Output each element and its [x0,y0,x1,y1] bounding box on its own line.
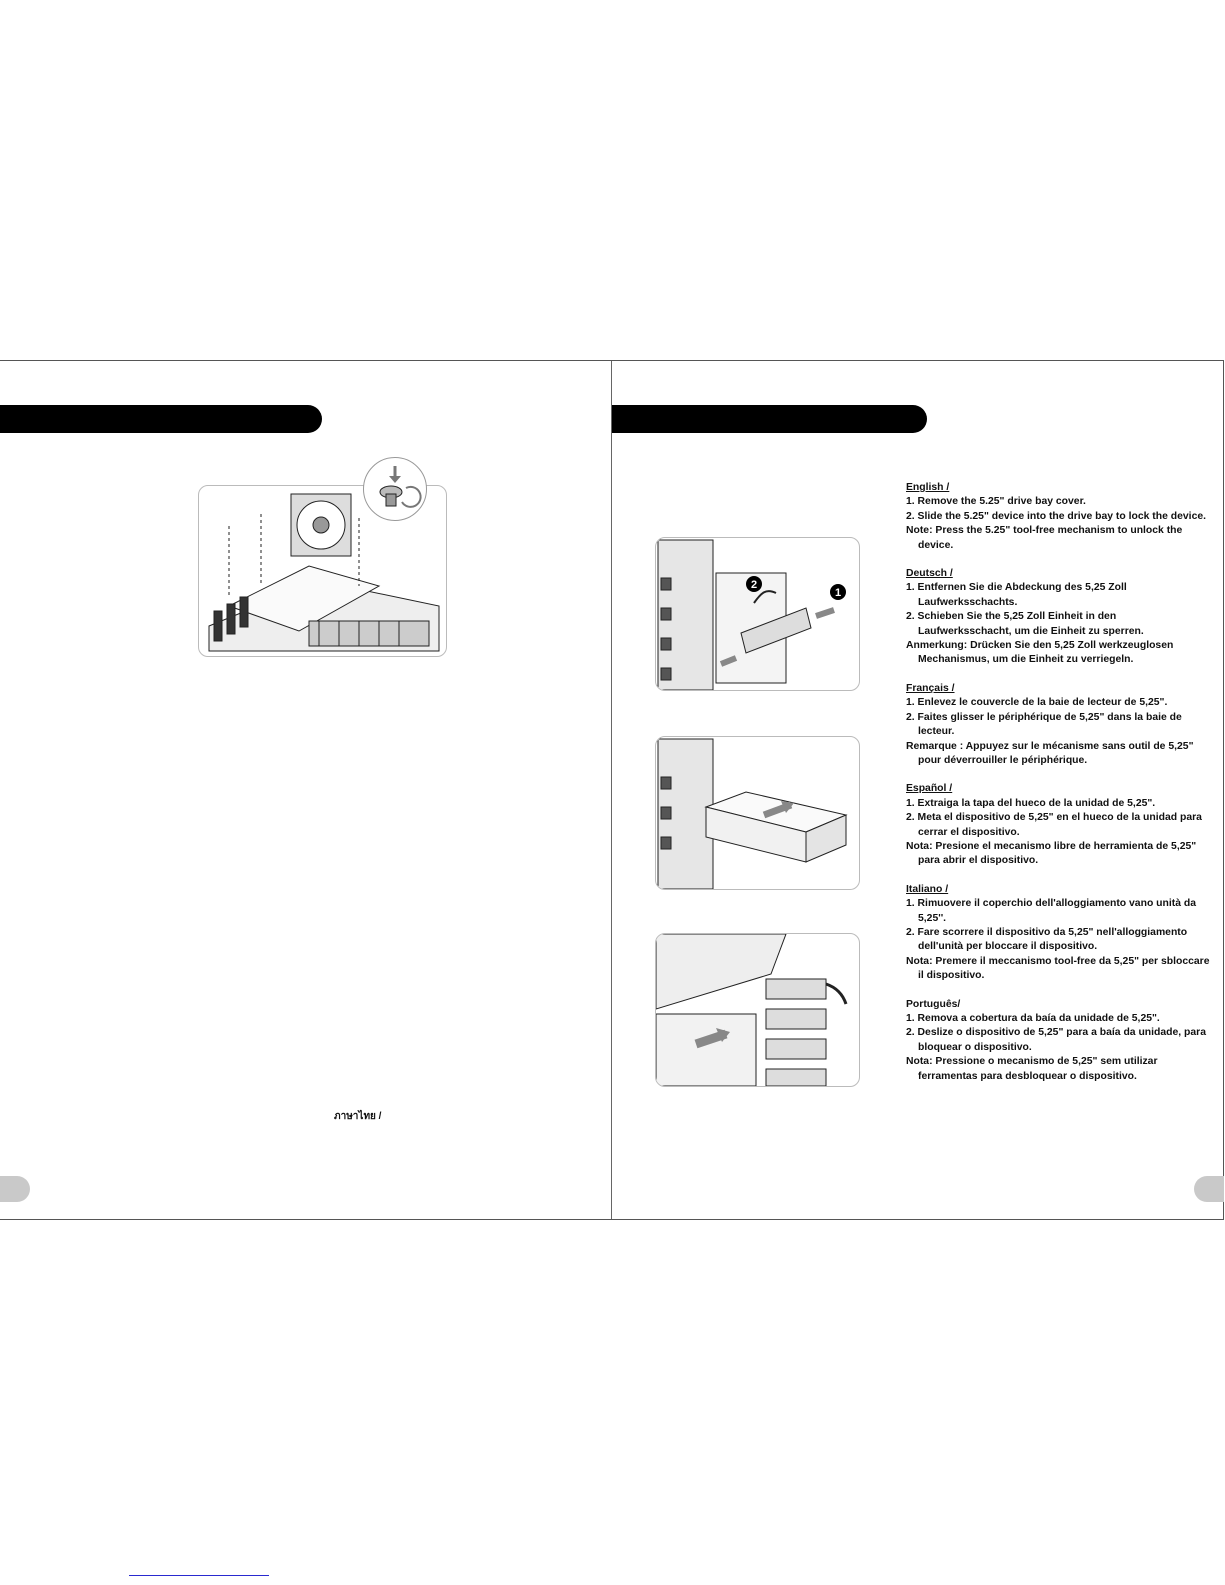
screw-icon [363,457,427,521]
instruction-step: 1. Enlevez le couvercle de la baie de lecteur de 5,25". [906,697,1168,709]
tool-free-latch-illustration [655,933,860,1087]
optical-drive-insertion-illustration [655,736,860,890]
language-title: Deutsch / [906,568,953,580]
instruction-step: 1. Rimuovere il coperchio dell'alloggiamento vano unità da 5,25''. [906,898,1197,924]
language-title: Português/ [906,998,961,1010]
multilingual-instructions [906,481,1211,1098]
instruction-step: 1. Extraiga la tapa del hueco de la unidad de 5,25". [906,797,1156,809]
left-section-header-bar [0,405,322,433]
instruction-step: 2. Deslize o dispositivo de 5,25" para a baía da unidade, para bloquear o dispositivo. [906,1027,1207,1053]
instruction-note: Note: Press the 5.25" tool-free mechanism to unlock the device. [906,525,1183,551]
instruction-step: 1. Entfernen Sie die Abdeckung des 5,25 Zoll Laufwerksschachts. [906,582,1127,608]
manual-spread [0,360,1224,1220]
instruction-step: 1. Remove the 5.25" drive bay cover. [906,496,1086,508]
instruction-note: Nota: Premere il meccanismo tool-free da 5,25" per sbloccare il dispositivo. [906,955,1210,982]
instruction-note: Nota: Pressione o mecanismo de 5,25" sem utilizar ferramentas para desbloquear o dispositivo. [906,1056,1158,1082]
instruction-step: 2. Meta el dispositivo de 5,25" en el hueco de la unidad para cerrar el dispositivo. [906,812,1202,838]
language-title: Español / [906,783,953,795]
instruction-step: 2. Faites glisser le périphérique de 5,25" dans la baie de lecteur. [906,711,1182,738]
instruction-note: Anmerkung: Drücken Sie den 5,25 Zoll werkzeuglosen Mechanismus, um die Einheit zu verriegeln. [906,640,1174,666]
language-title: Italiano / [906,883,949,895]
instruction-step: 2. Slide the 5.25" device into the drive bay to lock the device. [906,510,1207,522]
language-title: Français / [906,682,955,694]
right-section-header-bar [612,405,927,433]
left-page-number-tab [0,1176,30,1202]
language-title: English / [906,482,950,493]
svg-text:1: 1 [834,587,842,599]
instruction-step: 2. Fare scorrere il dispositivo da 5,25" nell'alloggiamento dell'unità per bloccare il dispositivo. [906,926,1188,953]
bottom-link-underline[interactable] [129,1575,269,1576]
page-edge [1223,361,1224,1219]
drive-bay-cover-removal-illustration [655,537,860,691]
instructions-italian [906,883,1211,984]
instruction-step: 2. Schieben Sie the 5,25 Zoll Einheit in den Laufwerksschacht, um die Einheit zu sperren. [906,611,1144,637]
page-gutter [611,361,612,1219]
instructions-german [906,567,1211,668]
instructions-portuguese [906,998,1211,1084]
instruction-step: 1. Remova a cobertura da baía da unidade de 5,25". [906,1013,1160,1024]
svg-text:2: 2 [750,579,758,591]
instruction-note: Nota: Presione el mecanismo libre de herramienta de 5,25" para abrir el dispositivo. [906,840,1197,867]
instructions-english [906,481,1211,553]
instruction-note: Remarque : Appuyez sur le mécanisme sans outil de 5,25" pour déverrouiller le périphérique. [906,740,1194,766]
right-page-number-tab [1194,1176,1224,1202]
instructions-french [906,682,1211,768]
instructions-spanish [906,782,1211,868]
thai-language-label: ภาษาไทย / [334,1111,382,1122]
